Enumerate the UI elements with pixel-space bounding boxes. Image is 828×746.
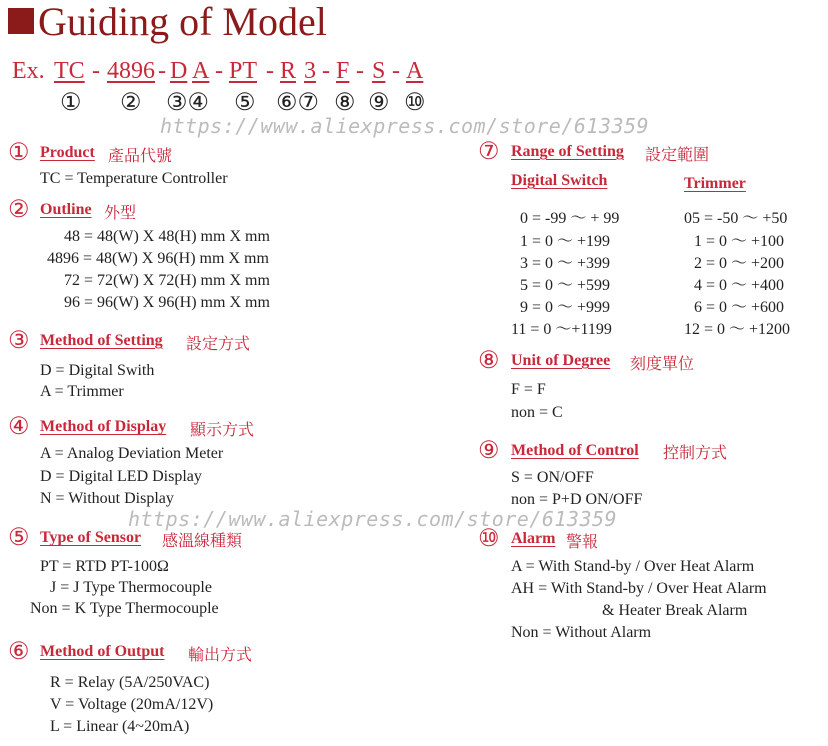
section-line: 72 = 72(W) X 72(H) mm X mm <box>64 272 270 289</box>
range-trimmer: 12 = 0 ～ +1200 <box>684 321 791 338</box>
section-line: R = Relay (5A/250VAC) <box>50 674 210 691</box>
digital-switch-heading: Digital Switch <box>511 172 608 189</box>
section-number: ⑦ <box>478 139 500 165</box>
code-number: ⑩ <box>404 90 426 116</box>
section-line: A = With Stand-by / Over Heat Alarm <box>511 558 755 575</box>
code-dash: - <box>392 58 400 84</box>
code-control: S <box>372 58 386 84</box>
section-line: AH = With Stand-by / Over Heat Alarm <box>511 580 767 597</box>
section-number: ③ <box>8 328 30 354</box>
code-number: ① <box>60 90 82 116</box>
section-heading: Unit of Degree <box>511 352 611 369</box>
range-trimmer: 6 = 0 ～ +600 <box>694 299 785 316</box>
section-heading-cjk: 外型 <box>104 203 137 222</box>
section-line: 96 = 96(W) X 96(H) mm X mm <box>64 294 270 311</box>
section-line: A = Analog Deviation Meter <box>40 445 224 462</box>
range-digital: 9 = 0 ～ +999 <box>520 299 611 316</box>
code-range: 3 <box>304 58 316 84</box>
code-alarm: A <box>406 58 424 84</box>
section-heading: Method of Setting <box>40 332 163 349</box>
code-outline: 4896 <box>107 58 155 84</box>
section-line: D = Digital Swith <box>40 362 155 379</box>
section-line: PT = RTD PT-100Ω <box>40 558 169 575</box>
code-number: ③④ <box>166 90 210 116</box>
section-line: 48 = 48(W) X 48(H) mm X mm <box>64 228 270 245</box>
section-number: ⑨ <box>478 438 500 464</box>
section-number: ⑩ <box>478 526 500 552</box>
section-number: ④ <box>8 414 30 440</box>
code-unit: F <box>336 58 350 84</box>
section-line: & Heater Break Alarm <box>602 602 748 619</box>
section-line: TC = Temperature Controller <box>40 170 228 187</box>
code-number: ② <box>120 90 142 116</box>
section-line: D = Digital LED Display <box>40 468 202 485</box>
range-digital: 0 = -99 ～ + 99 <box>520 210 620 227</box>
section-line: J = J Type Thermocouple <box>50 579 212 596</box>
section-line: 4896 = 48(W) X 96(H) mm X mm <box>47 250 269 267</box>
section-heading-cjk: 設定方式 <box>186 334 251 353</box>
code-number: ⑤ <box>234 90 256 116</box>
section-line: F = F <box>511 381 546 398</box>
section-heading: Method of Display <box>40 418 167 435</box>
code-dash: - <box>356 58 364 84</box>
range-digital: 5 = 0 ～ +599 <box>520 277 611 294</box>
range-trimmer: 1 = 0 ～ +100 <box>694 233 785 250</box>
section-line: S = ON/OFF <box>511 469 594 486</box>
trimmer-heading: Trimmer <box>684 175 746 192</box>
code-output: R <box>280 58 297 84</box>
section-line: non = P+D ON/OFF <box>511 491 643 508</box>
section-number: ② <box>8 197 30 223</box>
section-heading-cjk: 感溫線種類 <box>162 531 243 550</box>
section-heading-cjk: 產品代號 <box>108 146 173 165</box>
range-digital: 3 = 0 ～ +399 <box>520 255 611 272</box>
code-dash: - <box>266 58 274 84</box>
code-number: ⑧ <box>334 90 356 116</box>
code-dash: - <box>215 58 223 84</box>
section-heading-cjk: 顯示方式 <box>190 420 255 439</box>
range-trimmer: 05 = -50 ～ +50 <box>684 210 788 227</box>
code-setting: D <box>170 58 188 84</box>
title-square-icon <box>8 8 34 34</box>
section-line: non = C <box>511 404 563 421</box>
section-heading: Alarm <box>511 530 556 547</box>
section-heading: Type of Sensor <box>40 529 142 546</box>
code-dash: - <box>322 58 330 84</box>
range-trimmer: 4 = 0 ～ +400 <box>694 277 785 294</box>
section-line: Non = Without Alarm <box>511 624 652 641</box>
range-digital: 11 = 0 ～+1199 <box>511 321 612 338</box>
code-number: ⑨ <box>368 90 390 116</box>
section-number: ⑧ <box>478 348 500 374</box>
section-number: ⑥ <box>8 639 30 665</box>
section-line: Non = K Type Thermocouple <box>30 600 219 617</box>
section-heading-cjk: 輸出方式 <box>188 645 253 664</box>
section-line: V = Voltage (20mA/12V) <box>50 696 214 713</box>
range-trimmer: 2 = 0 ～ +200 <box>694 255 785 272</box>
section-number: ① <box>8 140 30 166</box>
section-heading: Method of Control <box>511 442 639 459</box>
range-digital: 1 = 0 ～ +199 <box>520 233 611 250</box>
section-number: ⑤ <box>8 525 30 551</box>
section-heading: Range of Setting <box>511 143 624 160</box>
section-line: A = Trimmer <box>40 383 124 400</box>
watermark: https://www.aliexpress.com/store/613359 <box>160 114 650 138</box>
page-title: Guiding of Model <box>38 0 327 44</box>
section-line: N = Without Display <box>40 490 174 507</box>
section-heading: Product <box>40 144 95 161</box>
section-heading-cjk: 警報 <box>566 532 599 551</box>
code-display: A <box>192 58 210 84</box>
watermark: https://www.aliexpress.com/store/613359 <box>128 507 618 531</box>
section-line: L = Linear (4~20mA) <box>50 718 190 735</box>
code-sensor: PT <box>229 58 258 84</box>
section-heading: Method of Output <box>40 643 165 660</box>
code-number: ⑥⑦ <box>276 90 320 116</box>
section-heading-cjk: 控制方式 <box>663 443 728 462</box>
section-heading-cjk: 設定範圍 <box>645 145 710 164</box>
section-heading: Outline <box>40 201 92 218</box>
code-dash: - <box>158 58 166 84</box>
code-tc: TC <box>54 58 85 84</box>
section-heading-cjk: 刻度單位 <box>630 354 695 373</box>
example-prefix: Ex. <box>12 58 45 84</box>
code-dash: - <box>92 58 100 84</box>
